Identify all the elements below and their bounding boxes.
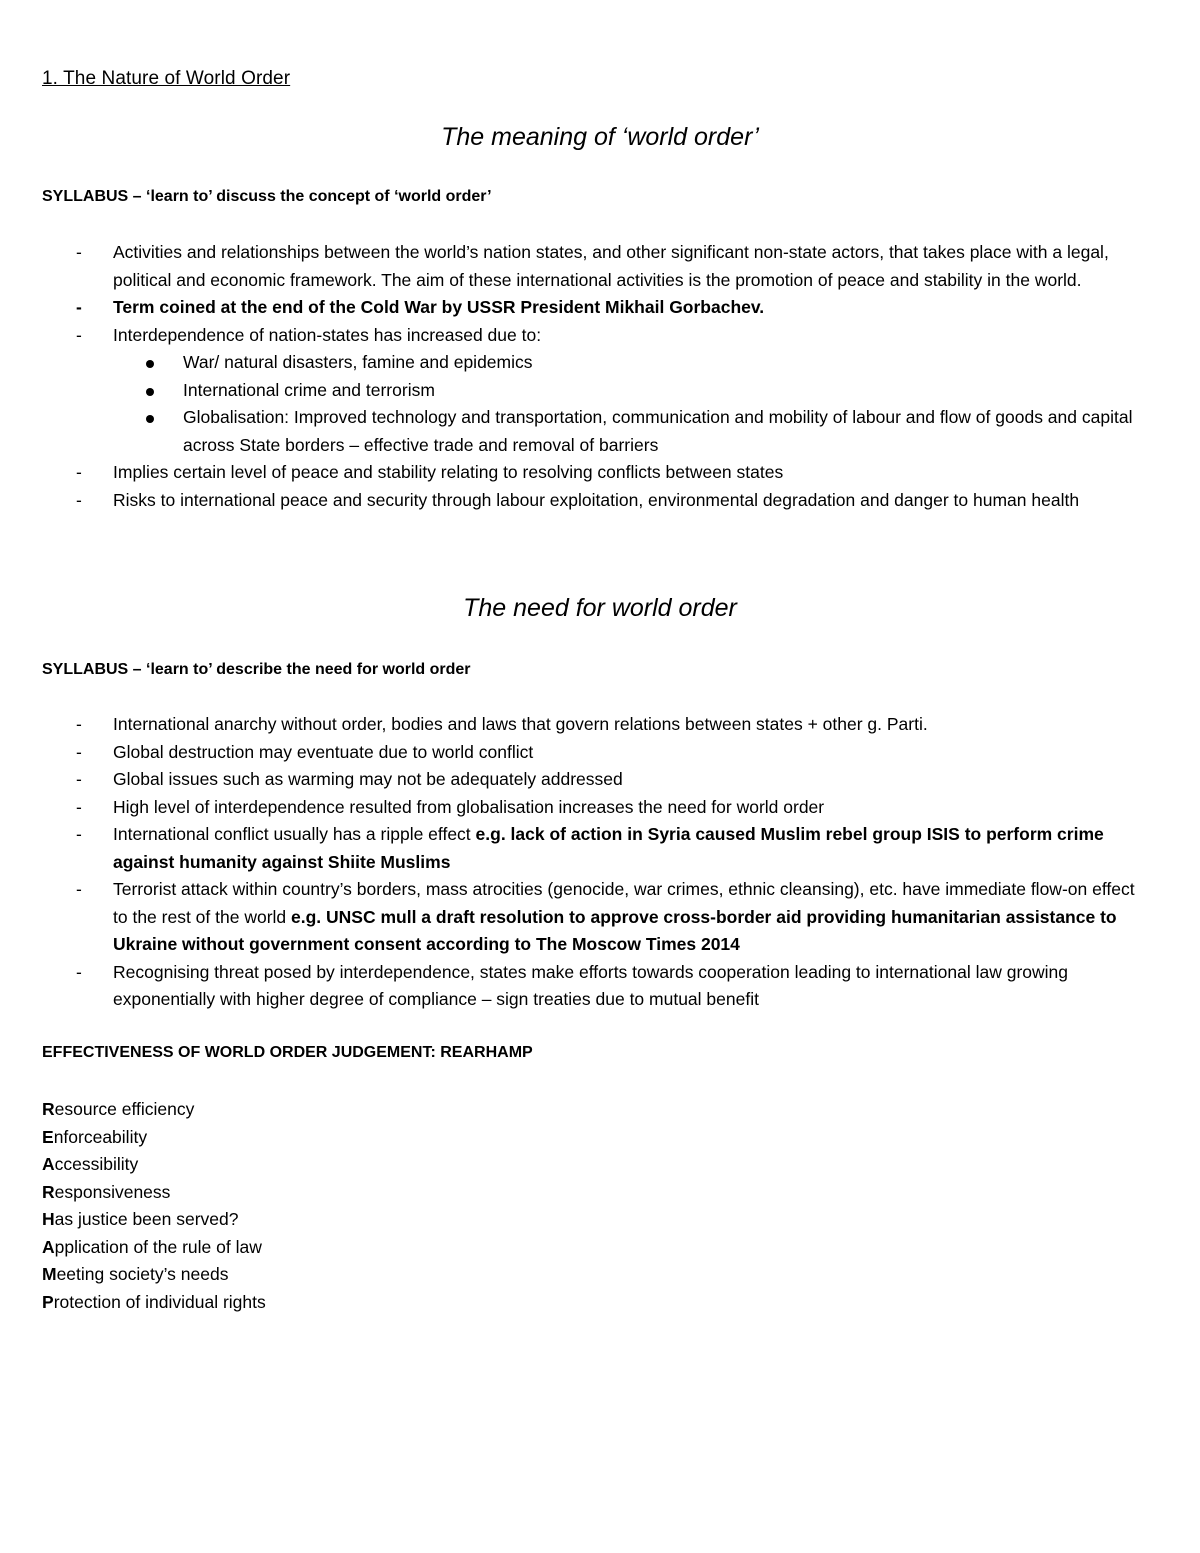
list-item-text: Implies certain level of peace and stability relating to resolving conflicts between states xyxy=(113,462,784,482)
list-item xyxy=(0,766,1153,794)
example-text: e.g. lack of action in Syria caused Muslim rebel group ISIS to perform crime against humanity against Shiite Muslims xyxy=(113,824,1104,872)
syllabus-concept: SYLLABUS – ‘learn to’ discuss the concept of ‘world order’ xyxy=(42,188,492,205)
list-item xyxy=(0,876,1153,959)
effectiveness-title: EFFECTIVENESS OF WORLD ORDER JUDGEMENT: REARHAMP xyxy=(42,1044,533,1061)
list-item-text: Terrorist attack within country’s borders, mass atrocities (genocide, war crimes, ethnic cleansing), etc. have immediate flow-on effect to the rest of the world xyxy=(113,879,1135,927)
need-list xyxy=(0,711,1200,1014)
list-item-text: High level of interdependence resulted from globalisation increases the need for world order xyxy=(113,796,825,817)
criterion-text: esource efficiency xyxy=(54,1099,195,1119)
criterion-text: pplication of the rule of law xyxy=(54,1236,262,1257)
rearhamp-list xyxy=(42,1096,266,1316)
syllabus-need: SYLLABUS – ‘learn to’ describe the need for world order xyxy=(42,661,471,678)
section-heading-need: The need for world order xyxy=(463,594,737,622)
dash-marker: - xyxy=(76,769,82,789)
criterion-letter: A xyxy=(42,1236,55,1257)
dash-marker: - xyxy=(76,324,82,345)
criterion-text: rotection of individual rights xyxy=(53,1291,266,1312)
criterion-item xyxy=(42,1261,266,1289)
meaning-list xyxy=(0,239,1200,514)
criterion-letter: H xyxy=(42,1209,55,1229)
bullet-dot xyxy=(146,415,154,423)
criterion-text: as justice been served? xyxy=(54,1209,239,1229)
criterion-item xyxy=(42,1179,266,1207)
dash-marker: - xyxy=(76,796,82,817)
list-item xyxy=(0,294,1153,322)
criterion-letter: R xyxy=(42,1181,55,1202)
criterion-item xyxy=(42,1096,266,1124)
list-item-text: Risks to international peace and security through labour exploitation, environmental degradation and danger to human health xyxy=(113,489,1080,510)
dash-marker: - xyxy=(76,741,82,762)
list-item-text: Global issues such as warming may not be adequately addressed xyxy=(113,769,623,789)
example-text: e.g. UNSC mull a draft resolution to approve cross-border aid providing humanitarian assistance to Ukraine without government consent according to The Moscow Times 2014 xyxy=(113,906,1117,954)
dash-marker: - xyxy=(76,297,82,317)
bullet-dot xyxy=(146,388,154,396)
criterion-letter: M xyxy=(42,1264,57,1284)
sub-list-item xyxy=(0,404,1153,459)
sub-list-item-text: Globalisation: Improved technology and transportation, communication and mobility of labour and flow of goods and capital across State borders – effective trade and removal of barriers xyxy=(183,407,1133,455)
list-item-text: Recognising threat posed by interdependence, states make efforts towards cooperation leading to international law growing exponentially with higher degree of compliance – sign treaties due to mutual benefit xyxy=(113,961,1068,1009)
criterion-text: ccessibility xyxy=(54,1154,139,1174)
sub-list-item xyxy=(0,377,1153,405)
sub-list-item-text: War/ natural disasters, famine and epidemics xyxy=(183,352,533,372)
list-item-text: International anarchy without order, bodies and laws that govern relations between states + other g. Parti. xyxy=(113,714,928,734)
criterion-letter: R xyxy=(42,1099,55,1119)
criterion-item xyxy=(42,1234,266,1262)
criterion-item xyxy=(42,1206,266,1234)
criterion-letter: E xyxy=(42,1126,54,1147)
dash-marker: - xyxy=(76,462,82,482)
list-item xyxy=(0,487,1153,515)
sub-list-item-text: International crime and terrorism xyxy=(183,379,435,400)
list-item xyxy=(0,459,1153,487)
criterion-item xyxy=(42,1124,266,1152)
bullet-dot xyxy=(146,360,154,368)
dash-marker: - xyxy=(76,489,82,510)
dash-marker: - xyxy=(76,879,82,899)
document-title: 1. The Nature of World Order xyxy=(42,68,291,89)
dash-marker: - xyxy=(76,714,82,734)
sub-list-item xyxy=(0,349,1153,377)
list-item xyxy=(0,239,1153,294)
list-item-text: International conflict usually has a ripple effect xyxy=(113,824,476,844)
list-item xyxy=(0,821,1153,876)
list-item xyxy=(0,322,1153,350)
section-heading-meaning: The meaning of ‘world order’ xyxy=(441,123,759,151)
criterion-item xyxy=(42,1151,266,1179)
list-item xyxy=(0,711,1153,739)
dash-marker: - xyxy=(76,242,82,262)
list-item-text: Term coined at the end of the Cold War by USSR President Mikhail Gorbachev. xyxy=(113,297,765,317)
criterion-item xyxy=(42,1289,266,1317)
list-item-text: Global destruction may eventuate due to world conflict xyxy=(113,741,534,762)
criterion-letter: A xyxy=(42,1154,55,1174)
list-item xyxy=(0,739,1153,767)
list-item xyxy=(0,959,1153,1014)
criterion-text: eeting society’s needs xyxy=(56,1264,229,1284)
list-item-text: Interdependence of nation-states has increased due to: xyxy=(113,324,542,345)
dash-marker: - xyxy=(76,961,82,982)
list-item xyxy=(0,794,1153,822)
dash-marker: - xyxy=(76,824,82,844)
list-item-text: Activities and relationships between the world’s nation states, and other significant non-state actors, that takes place with a legal, political and economic framework. The aim of these international activities is the promotion of peace and stability in the world. xyxy=(113,242,1109,290)
criterion-letter: P xyxy=(42,1291,54,1312)
criterion-text: esponsiveness xyxy=(54,1181,171,1202)
criterion-text: nforceability xyxy=(53,1126,148,1147)
